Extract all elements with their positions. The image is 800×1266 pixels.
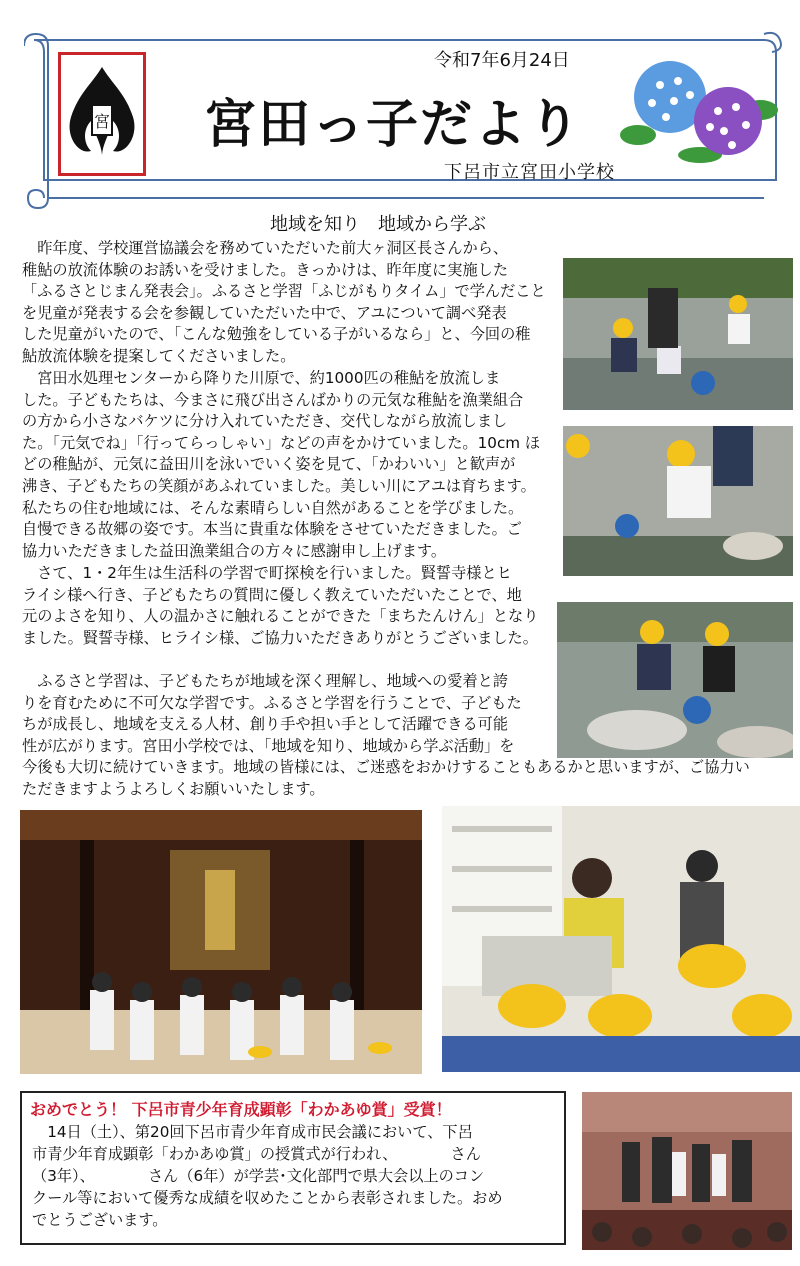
award-notice: [20, 1091, 566, 1245]
award-title: おめでとう！ 下呂市青少年育成顕彰「わかあゆ賞」受賞！: [30, 1100, 452, 1119]
paragraph-4: ふるさと学習は、子どもたちが地域を深く理解し、地域への愛着と誇 りを育むために不可欠な学習です。ふるさと学習を行うことで、子どもた ちが成長し、地域を支える人材、創り手や担い手として活躍できる可能 性が広がります。宮田小学校では、「地域を知り、地域から学ぶ活動」を 今後も大切に続けていきます。地域の皆様には、ご迷惑をおかけすることもあるかと思いますが、ご協力い ただきますようよろしくお願いいたします。: [22, 672, 750, 798]
paragraph-3: さて、1・2年生は生活科の学習で町探検を行いました。賢誓寺様とヒ ライシ様へ行き、子どもたちの質問に優しく教えていただいたことで、地 元のよさを知り、人の温かさに触れることができた「まちたんけん」となり ました。賢誓寺様、ヒライシ様、ご協力いただきありがとうございました。: [22, 564, 539, 647]
award-text: 14日（土）、第20回下呂市青少年育成市民会議において、下呂 市青少年育成顕彰「わかあゆ賞」の授賞式が行われ、 さん （3年）、 さん（6年）が学芸･文化部門で県大会以上のコン クール等において優秀な成績を収めたことから表彰されました。おめ でとうございます。: [32, 1123, 503, 1229]
hydrangea-icon: [620, 55, 780, 165]
article-heading: 地域を知り 地域から学ぶ: [270, 214, 486, 235]
school-crest-icon: [61, 55, 143, 173]
paragraph-1: 昨年度、学校運営協議会を務めていただいた前大ヶ洞区長さんから、 稚鮎の放流体験のお誘いを受けました。きっかけは、昨年度に実施した 「ふるさとじまん発表会」。ふるさと学習「ふじがもりタイム」で学んだこと を児童が発表する会を参観していただいた中で、アユについて調べ発表 した児童がいたので、「こんな勉強をしている子がいるなら」と、今回の稚 鮎放流体験を提案してくださいました。: [22, 239, 546, 365]
photo-river-release-3: [557, 602, 793, 758]
issue-date: 令和7年6月24日: [434, 50, 570, 71]
photo-shop-visit: [442, 806, 800, 1072]
paragraph-2: 宮田水処理センターから降りた川原で、約1000匹の稚鮎を放流しま した。子どもたちは、今まさに飛び出さんばかりの元気な稚鮎を漁業組合 の方から小さなバケツに分け入れていただき、交代しながら放流しまし た。「元気でね」「行ってらっしゃい」などの声をかけていました。10cm ほ どの稚鮎が、元気に益田川を泳いでいく姿を見て、「かわいい」と歓声が 沸き、子どもたちの笑顔があふれていました。美しい川にアユは育ちます。 私たちの住む地域には、そんな素晴らしい自然があることを学びました。 自慢できる故郷の姿です。本当に貴重な体験をさせていただきました。ご 協力いただきました益田漁業組合の方々に感謝申し上げます。: [22, 369, 541, 560]
school-name: 下呂市立宮田小学校: [444, 162, 615, 183]
svg-text:宮: 宮: [93, 112, 111, 131]
school-crest: [58, 52, 146, 176]
photo-river-release-1: [563, 258, 793, 410]
hydrangea-decoration: [620, 55, 780, 165]
newsletter-title: 宮田っ子だより: [204, 95, 583, 155]
photo-award-ceremony: [582, 1092, 792, 1250]
photo-river-release-2: [563, 426, 793, 576]
photo-temple-group: [20, 810, 422, 1074]
